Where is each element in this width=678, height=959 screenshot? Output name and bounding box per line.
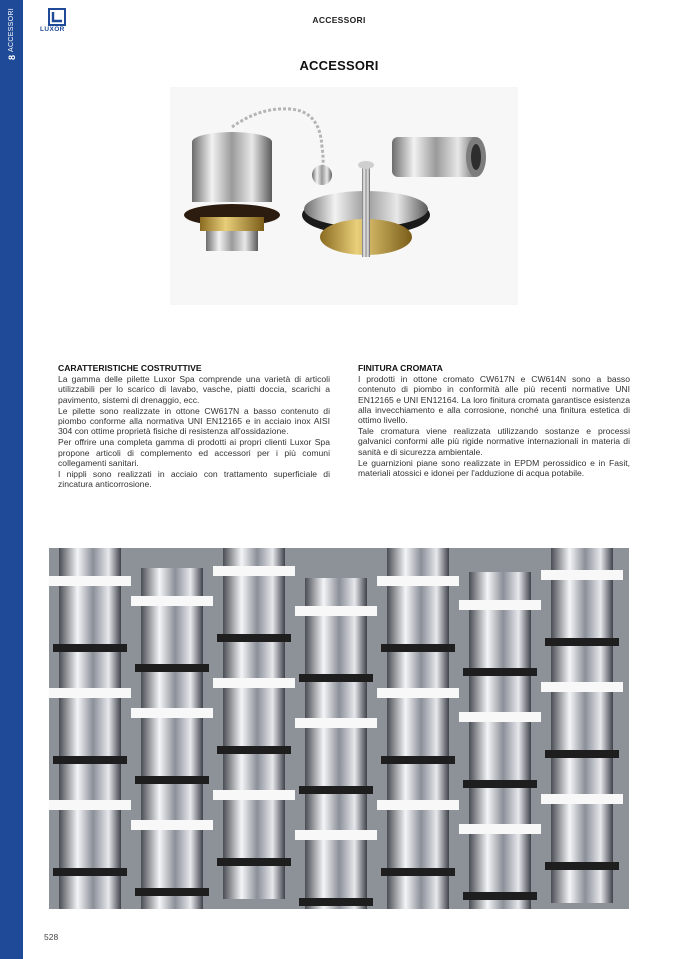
- brand-logo-text: LUXOR: [40, 26, 65, 33]
- sidebar-section-number: 8: [6, 54, 17, 60]
- section-sidebar: [0, 0, 23, 959]
- chrome-finish-paragraph: Le guarnizioni piane sono realizzate in EPDM perossidico e in Fasit, materiali atossici e idonei per l'adduzione di acqua potabile.: [358, 457, 630, 479]
- chrome-finish-paragraph: I prodotti in ottone cromato CW617N e CW614N sono a basso contenuto di piombo in conformità alle più recenti normative UNI EN12165 e UNI EN12164. La loro finitura cromata garantisce esistenza alla invecchiamento e alla corrosione, nonché una finitura estetica di ottimo livello.: [358, 374, 630, 426]
- construction-paragraph: La gamma delle pilette Luxor Spa comprende una varietà di articoli utilizzabili per lo scarico di lavabo, vasche, piatti doccia, scarichi a pavimento, sistemi di drenaggio, ecc.: [58, 374, 330, 405]
- chrome-wastes-photo: [49, 548, 629, 909]
- construction-paragraph: Per offrire una completa gamma di prodotti ai propri clienti Luxor Spa propone articoli di complemento ed accessori per i più comuni collegamenti sanitari.: [58, 437, 330, 468]
- chrome-finish-column: [358, 363, 630, 479]
- running-header: ACCESSORI: [312, 15, 366, 25]
- sidebar-section-label: ACCESSORI: [8, 8, 15, 52]
- page-number: 528: [44, 932, 59, 942]
- construction-features-heading: CARATTERISTICHE COSTRUTTIVE: [58, 363, 202, 373]
- page-title: ACCESSORI: [299, 58, 379, 73]
- chrome-finish-heading: FINITURA CROMATA: [358, 363, 443, 373]
- product-photo-pilette: [170, 87, 518, 305]
- construction-features-column: [58, 363, 330, 490]
- construction-paragraph: I nippli sono realizzati in acciaio con trattamento superficiale di zincatura anticorrosione.: [58, 469, 330, 490]
- chrome-finish-paragraph: Tale cromatura viene realizzata utilizzando sostanze e processi galvanici conformi alle più rigide normative internazionali in materia di sanità e di sicurezza ambientale.: [358, 426, 630, 457]
- construction-paragraph: Le pilette sono realizzate in ottone CW617N a basso contenuto di piombo conforme alla normativa UNI EN12165 e in acciaio inox AISI 304 con ottime proprietà fisiche di resistenza all'ossidazione.: [58, 405, 330, 437]
